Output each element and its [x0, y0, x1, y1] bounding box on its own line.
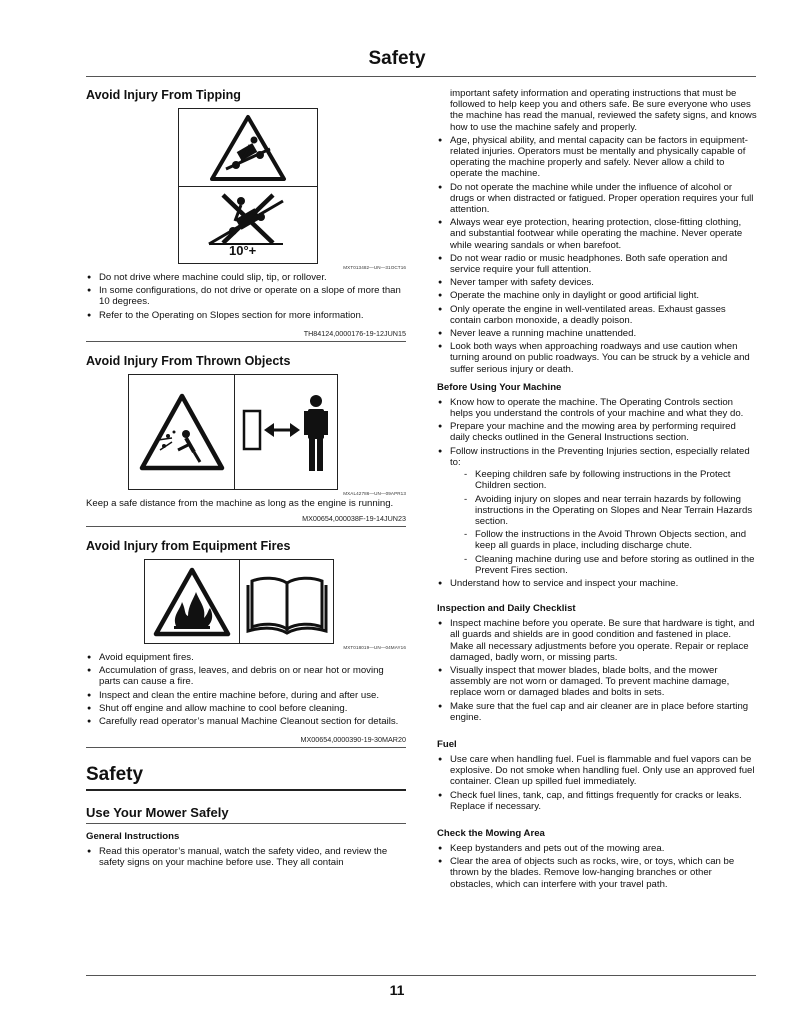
- mowing-area-bullets: [437, 843, 757, 890]
- fires-section: [86, 539, 406, 748]
- list-item: ● Do not wear radio or music headphones. Both safe operation and service require your full attention.: [437, 253, 757, 275]
- tipping-figure: [178, 108, 318, 264]
- list-item: ● Look both ways when approaching roadways and use caution when turning around on public roadways. You can be struck by a vehicle and suffer serious injury or death.: [437, 341, 757, 375]
- list-item: ● Accumulation of grass, leaves, and debris on or near hot or moving parts can cause a fire.: [86, 665, 406, 687]
- list-item: ● Understand how to service and inspect your machine.: [437, 578, 757, 589]
- thrown-figure: [128, 374, 338, 490]
- list-item: ● Check fuel lines, tank, cap, and fittings frequently for cracks or leaks. Replace if necessary.: [437, 790, 757, 812]
- thrown-warning-icon: [129, 375, 235, 489]
- safe-distance-icon: [235, 375, 337, 489]
- use-mower-heading: Use Your Mower Safely: [86, 805, 406, 824]
- list-item: ● Carefully read operator’s manual Machine Cleanout section for details.: [86, 716, 406, 727]
- before-using-heading: Before Using Your Machine: [437, 381, 562, 393]
- list-item: - Cleaning machine during use and before storing as outlined in the Prevent Fires section.: [462, 554, 757, 576]
- general-bullets: [437, 135, 757, 375]
- list-item: ● Operate the machine only in daylight or good artificial light.: [437, 290, 757, 301]
- page-number: 11: [389, 982, 405, 998]
- page-title: Safety: [368, 48, 426, 69]
- list-item: - Follow the instructions in the Avoid Thrown Objects section, and keep all guards in place, including discharge chute.: [462, 529, 757, 551]
- tipping-figure-code: MXT013482—UN—31OCT16: [343, 265, 406, 270]
- inspection-heading: Inspection and Daily Checklist: [437, 603, 576, 615]
- list-item: ● Shut off engine and allow machine to cool before cleaning.: [86, 703, 406, 714]
- list-item: ● Only operate the engine in well-ventilated areas. Exhaust gasses contain carbon monoxide, a deadly poison.: [437, 304, 757, 326]
- mowing-area-heading: Check the Mowing Area: [437, 827, 545, 839]
- left-column: [86, 88, 406, 871]
- list-item: - Keeping children safe by following instructions in the Protect Children section.: [462, 469, 757, 491]
- safety-main-heading: Safety: [86, 764, 406, 791]
- slope-angle-label: 10°+: [229, 243, 257, 258]
- general-instructions-heading: General Instructions: [86, 831, 180, 843]
- list-item: ● Avoid equipment fires.: [86, 652, 406, 663]
- manual-book-icon: [240, 560, 333, 643]
- right-column: [437, 88, 757, 892]
- tipping-heading: Avoid Injury From Tipping: [86, 88, 241, 102]
- list-item: ● Always wear eye protection, hearing protection, close-fitting clothing, and substantial footwear while operating the machine. Never operate while wearing sandals or when barefoot.: [437, 217, 757, 251]
- list-item: ● Never tamper with safety devices.: [437, 277, 757, 288]
- list-item: ● Never leave a running machine unattended.: [437, 328, 757, 339]
- list-item: ● Do not operate the machine while under the influence of alcohol or drugs or when distracted or fatigued. Proper operation requires your full attention.: [437, 182, 757, 216]
- general-continuation-text: important safety information and operating instructions that must be followed to help keep you and others safe. Be sure everyone who uses the machine has read the manual, reviewed the safety signs, and knows how to use the machine safely and properly.: [450, 88, 757, 133]
- list-item: ● Prepare your machine and the mowing area by performing required daily checks outlined in the General Instructions section.: [437, 421, 757, 443]
- inspection-bullets: [437, 618, 757, 723]
- list-item: ● Do not drive where machine could slip, tip, or rollover.: [86, 272, 406, 283]
- thrown-reference: MX00654,000038F-19-14JUN23: [302, 514, 406, 524]
- list-item: ● Use care when handling fuel. Fuel is flammable and fuel vapors can be explosive. Do not smoke when handling fuel. Only use an approved fuel container. Clean up spilled fuel immediately.: [437, 754, 757, 788]
- tipping-warning-icon: [179, 109, 317, 187]
- thrown-heading: Avoid Injury From Thrown Objects: [86, 353, 291, 368]
- list-item: ● Inspect machine before you operate. Be sure that hardware is tight, and all guards and shields are in good condition and fastened in place. Make all necessary adjustments before you operate. Repair or replace damaged, badly worn, or missing parts.: [437, 618, 757, 663]
- list-item: ● In some configurations, do not drive or operate on a slope of more than 10 degrees.: [86, 285, 406, 307]
- list-item: - Avoiding injury on slopes and near terrain hazards by following instructions in the Operating on Slopes and Near Terrain Hazards section.: [462, 494, 757, 528]
- list-item: ● Read this operator’s manual, watch the safety video, and review the safety signs on your machine before use. They all contain: [86, 846, 406, 868]
- list-item: ● Age, physical ability, and mental capacity can be factors in equipment-related injuries. Operators must be mentally and physically capable of operating the machine properly and safely. Never allow a child to operate the machine.: [437, 135, 757, 180]
- list-item: ● Refer to the Operating on Slopes section for more information.: [86, 310, 406, 321]
- thrown-text: Keep a safe distance from the machine as long as the engine is running.: [86, 497, 394, 509]
- list-item: ● Know how to operate the machine. The Operating Controls section helps you understand the controls of your machine and what they do.: [437, 397, 757, 419]
- list-item: ● Visually inspect that mower blades, blade bolts, and the mower assembly are not worn or damaged. To prevent machine damage, replace worn or damaged blades and bolts in sets.: [437, 665, 757, 699]
- fire-warning-icon: [145, 560, 240, 643]
- list-item: ● Keep bystanders and pets out of the mowing area.: [437, 843, 757, 854]
- fires-reference: MX00654,0000390-19-30MAR20: [300, 735, 406, 745]
- general-bullets-start: [86, 846, 406, 868]
- thrown-section: [86, 354, 406, 527]
- fires-heading: Avoid Injury from Equipment Fires: [86, 539, 291, 554]
- fires-figure: [144, 559, 334, 644]
- tipping-reference: TH84124,0000176-19-12JUN15: [303, 328, 406, 338]
- before-bullets-a: [437, 397, 757, 589]
- footer-rule: [86, 975, 756, 976]
- tipping-slope-icon: [179, 187, 317, 263]
- list-item: ● Inspect and clean the entire machine before, during and after use.: [86, 690, 406, 701]
- fuel-heading: Fuel: [437, 738, 457, 750]
- fuel-bullets: [437, 754, 757, 812]
- list-item-text: Follow instructions in the Preventing Injuries section, especially related to:: [450, 445, 750, 468]
- fires-figure-code: MXT018019—UN—04MAY16: [343, 645, 406, 651]
- list-item: [437, 446, 757, 576]
- tipping-section: [86, 88, 406, 342]
- thrown-figure-code: MXAL42786—UN—09APR13: [343, 490, 406, 496]
- list-item: ● Make sure that the fuel cap and air cleaner are in place before starting engine.: [437, 701, 757, 723]
- before-dash-list: [450, 469, 757, 576]
- header-rule: [86, 76, 756, 77]
- list-item: ● Clear the area of objects such as rocks, wire, or toys, which can be thrown by the blades. Remove low-hanging branches or other obstacles, which can interfere with your travel path.: [437, 856, 757, 890]
- tipping-bullets: [86, 272, 406, 321]
- fires-bullets: [86, 652, 406, 727]
